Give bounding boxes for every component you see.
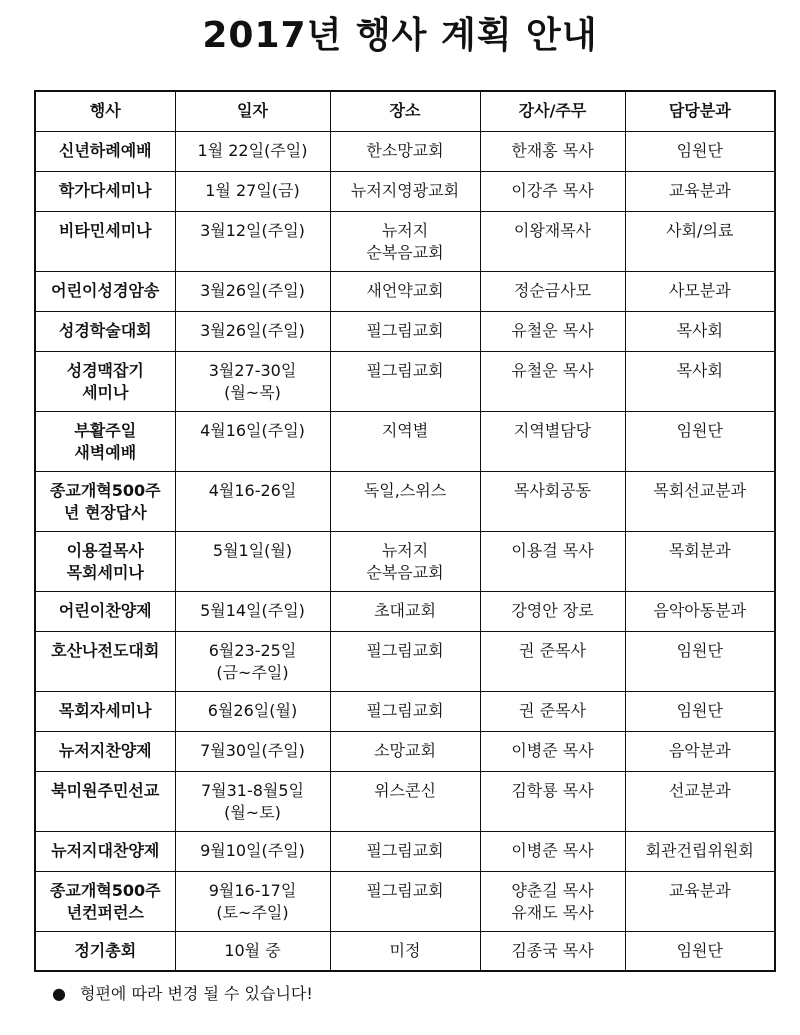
cell-speaker: 김종국 목사 bbox=[480, 931, 625, 971]
cell-department: 임원단 bbox=[625, 691, 775, 731]
cell-place: 소망교회 bbox=[330, 731, 480, 771]
cell-speaker: 권 준목사 bbox=[480, 691, 625, 731]
cell-department: 목사회 bbox=[625, 351, 775, 411]
cell-department: 임원단 bbox=[625, 131, 775, 171]
cell-date: 3월12일(주일) bbox=[175, 211, 330, 271]
cell-date: 1월 22일(주일) bbox=[175, 131, 330, 171]
cell-date: 3월26일(주일) bbox=[175, 271, 330, 311]
header-speaker: 강사/주무 bbox=[480, 91, 625, 131]
cell-department: 선교분과 bbox=[625, 771, 775, 831]
cell-event: 종교개혁500주 년컨퍼런스 bbox=[35, 871, 175, 931]
cell-place: 필그림교회 bbox=[330, 691, 480, 731]
footnote bbox=[52, 983, 313, 1005]
table-row bbox=[35, 831, 775, 871]
cell-department: 목회선교분과 bbox=[625, 471, 775, 531]
cell-date: 5월1일(월) bbox=[175, 531, 330, 591]
cell-place: 미정 bbox=[330, 931, 480, 971]
cell-speaker: 목사회공동 bbox=[480, 471, 625, 531]
events-table bbox=[34, 90, 776, 972]
header-place: 장소 bbox=[330, 91, 480, 131]
cell-speaker: 지역별담당 bbox=[480, 411, 625, 471]
cell-department: 임원단 bbox=[625, 631, 775, 691]
cell-speaker: 이병준 목사 bbox=[480, 831, 625, 871]
table-row bbox=[35, 531, 775, 591]
table-row bbox=[35, 631, 775, 691]
cell-place: 필그림교회 bbox=[330, 631, 480, 691]
cell-speaker: 양춘길 목사 유재도 목사 bbox=[480, 871, 625, 931]
cell-place: 독일,스위스 bbox=[330, 471, 480, 531]
cell-date: 3월27-30일 (월~목) bbox=[175, 351, 330, 411]
cell-event: 목회자세미나 bbox=[35, 691, 175, 731]
table-row bbox=[35, 411, 775, 471]
table-row bbox=[35, 131, 775, 171]
table-row bbox=[35, 171, 775, 211]
cell-date: 1월 27일(금) bbox=[175, 171, 330, 211]
cell-event: 신년하례예배 bbox=[35, 131, 175, 171]
cell-department: 임원단 bbox=[625, 411, 775, 471]
cell-event: 종교개혁500주 년 현장답사 bbox=[35, 471, 175, 531]
header-event: 행사 bbox=[35, 91, 175, 131]
cell-date: 6월26일(월) bbox=[175, 691, 330, 731]
cell-speaker: 이용걸 목사 bbox=[480, 531, 625, 591]
header-department: 담당분과 bbox=[625, 91, 775, 131]
cell-place: 뉴저지영광교회 bbox=[330, 171, 480, 211]
cell-department: 임원단 bbox=[625, 931, 775, 971]
cell-speaker: 강영안 장로 bbox=[480, 591, 625, 631]
cell-place: 필그림교회 bbox=[330, 351, 480, 411]
page-title: 2017년 행사 계획 안내 bbox=[202, 15, 598, 56]
table-row bbox=[35, 871, 775, 931]
cell-event: 부활주일 새벽예배 bbox=[35, 411, 175, 471]
cell-place: 뉴저지 순복음교회 bbox=[330, 211, 480, 271]
table-body bbox=[35, 131, 775, 971]
cell-event: 호산나전도대회 bbox=[35, 631, 175, 691]
table-row bbox=[35, 691, 775, 731]
table-row bbox=[35, 471, 775, 531]
cell-department: 목회분과 bbox=[625, 531, 775, 591]
table-row bbox=[35, 211, 775, 271]
cell-place: 지역별 bbox=[330, 411, 480, 471]
cell-department: 음악분과 bbox=[625, 731, 775, 771]
cell-event: 북미원주민선교 bbox=[35, 771, 175, 831]
cell-place: 필그림교회 bbox=[330, 311, 480, 351]
cell-event: 정기총회 bbox=[35, 931, 175, 971]
cell-date: 9월16-17일 (토~주일) bbox=[175, 871, 330, 931]
cell-speaker: 김학룡 목사 bbox=[480, 771, 625, 831]
cell-speaker: 이병준 목사 bbox=[480, 731, 625, 771]
cell-date: 5월14일(주일) bbox=[175, 591, 330, 631]
header-date: 일자 bbox=[175, 91, 330, 131]
table-row bbox=[35, 271, 775, 311]
cell-place: 한소망교회 bbox=[330, 131, 480, 171]
cell-event: 뉴저지찬양제 bbox=[35, 731, 175, 771]
cell-event: 비타민세미나 bbox=[35, 211, 175, 271]
cell-date: 7월31-8월5일 (월~토) bbox=[175, 771, 330, 831]
cell-speaker: 유철운 목사 bbox=[480, 351, 625, 411]
cell-date: 6월23-25일 (금~주일) bbox=[175, 631, 330, 691]
cell-place: 초대교회 bbox=[330, 591, 480, 631]
cell-place: 필그림교회 bbox=[330, 871, 480, 931]
cell-department: 목사회 bbox=[625, 311, 775, 351]
table-row bbox=[35, 731, 775, 771]
cell-department: 사모분과 bbox=[625, 271, 775, 311]
bullet-icon: ● bbox=[52, 984, 66, 1003]
cell-date: 3월26일(주일) bbox=[175, 311, 330, 351]
cell-event: 이용걸목사 목회세미나 bbox=[35, 531, 175, 591]
cell-place: 새언약교회 bbox=[330, 271, 480, 311]
cell-department: 교육분과 bbox=[625, 171, 775, 211]
cell-department: 음악아동분과 bbox=[625, 591, 775, 631]
cell-speaker: 정순금사모 bbox=[480, 271, 625, 311]
cell-speaker: 한재홍 목사 bbox=[480, 131, 625, 171]
table-row bbox=[35, 311, 775, 351]
table-header bbox=[35, 91, 775, 131]
table-row bbox=[35, 351, 775, 411]
cell-event: 뉴저지대찬양제 bbox=[35, 831, 175, 871]
cell-place: 필그림교회 bbox=[330, 831, 480, 871]
table-row bbox=[35, 591, 775, 631]
cell-date: 4월16일(주일) bbox=[175, 411, 330, 471]
cell-date: 7월30일(주일) bbox=[175, 731, 330, 771]
table-row bbox=[35, 771, 775, 831]
cell-speaker: 권 준목사 bbox=[480, 631, 625, 691]
cell-place: 위스콘신 bbox=[330, 771, 480, 831]
cell-event: 어린이성경암송 bbox=[35, 271, 175, 311]
cell-department: 회관건립위원회 bbox=[625, 831, 775, 871]
cell-event: 어린이찬양제 bbox=[35, 591, 175, 631]
cell-event: 성경학술대회 bbox=[35, 311, 175, 351]
cell-department: 교육분과 bbox=[625, 871, 775, 931]
footnote-text: 형편에 따라 변경 될 수 있습니다! bbox=[80, 984, 313, 1003]
cell-speaker: 이왕재목사 bbox=[480, 211, 625, 271]
cell-place: 뉴저지 순복음교회 bbox=[330, 531, 480, 591]
cell-date: 9월10일(주일) bbox=[175, 831, 330, 871]
cell-event: 학가다세미나 bbox=[35, 171, 175, 211]
cell-date: 4월16-26일 bbox=[175, 471, 330, 531]
table-row bbox=[35, 931, 775, 971]
cell-event: 성경맥잡기 세미나 bbox=[35, 351, 175, 411]
cell-department: 사회/의료 bbox=[625, 211, 775, 271]
cell-date: 10월 중 bbox=[175, 931, 330, 971]
cell-speaker: 유철운 목사 bbox=[480, 311, 625, 351]
cell-speaker: 이강주 목사 bbox=[480, 171, 625, 211]
